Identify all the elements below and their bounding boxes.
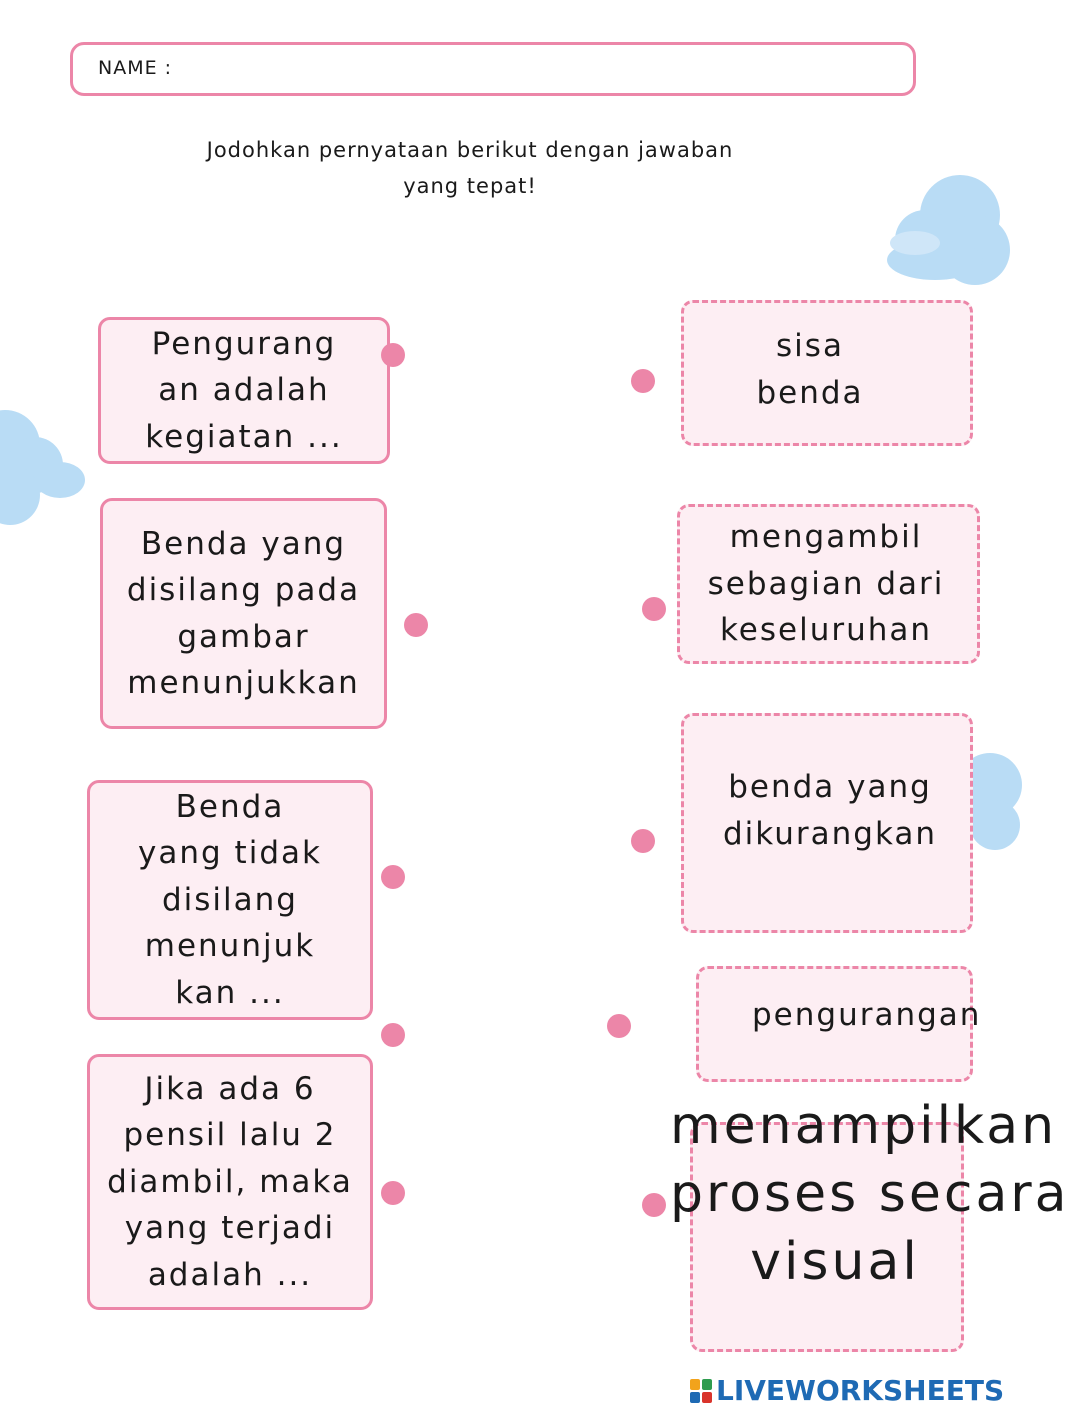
answer-text-5: menampilkan proses secara visual bbox=[670, 1096, 1070, 1292]
answer-text-2: mengambil sebagian dari keseluruhan bbox=[707, 519, 945, 648]
name-label: NAME : bbox=[98, 57, 173, 79]
question-text-1: Pengurang an adalah kegiatan ... bbox=[145, 325, 343, 455]
question-text-3: Benda yang tidak disilang menunjuk kan ... bbox=[138, 788, 322, 1011]
question-card-4 bbox=[87, 1054, 373, 1310]
answer-dot-3[interactable] bbox=[631, 829, 655, 853]
question-dot-5[interactable] bbox=[381, 1181, 405, 1205]
question-card-2 bbox=[100, 498, 387, 729]
liveworksheets-logo-icon bbox=[690, 1379, 712, 1403]
answer-dot-4[interactable] bbox=[607, 1014, 631, 1038]
liveworksheets-logo bbox=[690, 1374, 1004, 1407]
brand-text: LIVEWORKSHEETS bbox=[716, 1374, 1005, 1407]
cloud-left-icon bbox=[0, 405, 90, 530]
answer-text-4: pengurangan bbox=[752, 997, 982, 1033]
answer-text-3: benda yang dikurangkan bbox=[722, 769, 938, 852]
question-text-2: Benda yang disilang pada gambar menunjukkan bbox=[126, 525, 361, 701]
question-dot-3[interactable] bbox=[381, 865, 405, 889]
instruction-text: Jodohkan pernyataan berikut dengan jawaban yang tepat! bbox=[206, 138, 734, 198]
question-card-3 bbox=[87, 780, 373, 1020]
name-field[interactable] bbox=[70, 42, 916, 96]
question-dot-2[interactable] bbox=[404, 613, 428, 637]
answer-dot-2[interactable] bbox=[642, 597, 666, 621]
answer-dot-1[interactable] bbox=[631, 369, 655, 393]
cloud-top-right-icon bbox=[880, 165, 1000, 290]
answer-text-1: sisa benda bbox=[756, 328, 864, 411]
answer-dot-5[interactable] bbox=[642, 1193, 666, 1217]
question-dot-4[interactable] bbox=[381, 1023, 405, 1047]
question-text-4: Jika ada 6 pensil lalu 2 diambil, maka yang terjadi adalah ... bbox=[107, 1070, 353, 1293]
question-card-1 bbox=[98, 317, 390, 464]
question-dot-1[interactable] bbox=[381, 343, 405, 367]
